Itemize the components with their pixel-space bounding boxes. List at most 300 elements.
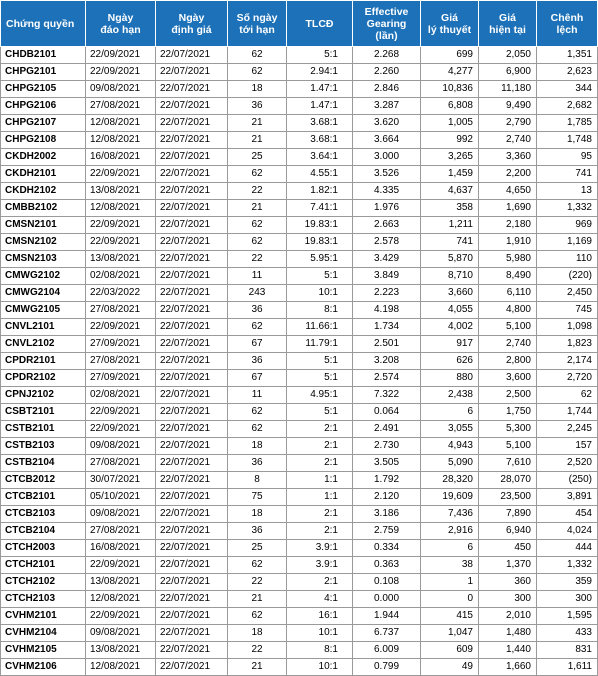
table-row bbox=[1, 523, 598, 540]
cell-theoretical-price: 6,808 bbox=[421, 98, 479, 115]
table-row bbox=[1, 319, 598, 336]
cell-difference: 1,744 bbox=[537, 404, 598, 421]
cell-valuation-date: 22/07/2021 bbox=[156, 421, 228, 438]
cell-days-to-maturity: 36 bbox=[228, 523, 287, 540]
cell-days-to-maturity: 21 bbox=[228, 200, 287, 217]
cell-difference: 433 bbox=[537, 625, 598, 642]
table-row bbox=[1, 404, 598, 421]
cell-conversion-ratio: 2:1 bbox=[287, 438, 353, 455]
cell-difference: 831 bbox=[537, 642, 598, 659]
cell-maturity-date: 16/08/2021 bbox=[86, 149, 156, 166]
cell-conversion-ratio: 8:1 bbox=[287, 642, 353, 659]
cell-valuation-date: 22/07/2021 bbox=[156, 404, 228, 421]
cell-theoretical-price: 5,870 bbox=[421, 251, 479, 268]
cell-valuation-date: 22/07/2021 bbox=[156, 285, 228, 302]
cell-maturity-date: 09/08/2021 bbox=[86, 81, 156, 98]
cell-theoretical-price: 3,265 bbox=[421, 149, 479, 166]
cell-warrant-code: CVHM2104 bbox=[1, 625, 86, 642]
cell-current-price: 1,910 bbox=[479, 234, 537, 251]
cell-theoretical-price: 4,055 bbox=[421, 302, 479, 319]
cell-conversion-ratio: 3.9:1 bbox=[287, 540, 353, 557]
cell-warrant-code: CPNJ2102 bbox=[1, 387, 86, 404]
cell-conversion-ratio: 5:1 bbox=[287, 353, 353, 370]
cell-difference: 1,823 bbox=[537, 336, 598, 353]
cell-valuation-date: 22/07/2021 bbox=[156, 642, 228, 659]
cell-effective-gearing: 2.501 bbox=[353, 336, 421, 353]
table-row bbox=[1, 285, 598, 302]
cell-valuation-date: 22/07/2021 bbox=[156, 591, 228, 608]
cell-maturity-date: 27/08/2021 bbox=[86, 302, 156, 319]
cell-warrant-code: CKDH2002 bbox=[1, 149, 86, 166]
cell-maturity-date: 22/03/2022 bbox=[86, 285, 156, 302]
cell-days-to-maturity: 62 bbox=[228, 319, 287, 336]
cell-theoretical-price: 28,320 bbox=[421, 472, 479, 489]
cell-theoretical-price: 3,055 bbox=[421, 421, 479, 438]
cell-difference: 2,682 bbox=[537, 98, 598, 115]
cell-conversion-ratio: 16:1 bbox=[287, 608, 353, 625]
cell-maturity-date: 27/09/2021 bbox=[86, 370, 156, 387]
cell-theoretical-price: 2,438 bbox=[421, 387, 479, 404]
cell-difference: 1,332 bbox=[537, 200, 598, 217]
cell-days-to-maturity: 62 bbox=[228, 234, 287, 251]
cell-valuation-date: 22/07/2021 bbox=[156, 540, 228, 557]
cell-days-to-maturity: 243 bbox=[228, 285, 287, 302]
table-row bbox=[1, 64, 598, 81]
cell-effective-gearing: 3.000 bbox=[353, 149, 421, 166]
cell-warrant-code: CMSN2103 bbox=[1, 251, 86, 268]
cell-difference: 157 bbox=[537, 438, 598, 455]
cell-warrant-code: CTCH2003 bbox=[1, 540, 86, 557]
cell-theoretical-price: 741 bbox=[421, 234, 479, 251]
cell-conversion-ratio: 2.94:1 bbox=[287, 64, 353, 81]
cell-maturity-date: 22/09/2021 bbox=[86, 557, 156, 574]
table-row bbox=[1, 540, 598, 557]
cell-warrant-code: CTCB2101 bbox=[1, 489, 86, 506]
cell-difference: 13 bbox=[537, 183, 598, 200]
cell-valuation-date: 22/07/2021 bbox=[156, 98, 228, 115]
cell-conversion-ratio: 3.68:1 bbox=[287, 132, 353, 149]
table-row bbox=[1, 642, 598, 659]
cell-difference: 3,891 bbox=[537, 489, 598, 506]
cell-current-price: 28,070 bbox=[479, 472, 537, 489]
cell-conversion-ratio: 4.95:1 bbox=[287, 387, 353, 404]
cell-difference: (250) bbox=[537, 472, 598, 489]
cell-days-to-maturity: 36 bbox=[228, 302, 287, 319]
cell-difference: 1,332 bbox=[537, 557, 598, 574]
cell-theoretical-price: 415 bbox=[421, 608, 479, 625]
cell-days-to-maturity: 62 bbox=[228, 557, 287, 574]
cell-current-price: 4,800 bbox=[479, 302, 537, 319]
table-row bbox=[1, 557, 598, 574]
cell-maturity-date: 22/09/2021 bbox=[86, 166, 156, 183]
cell-valuation-date: 22/07/2021 bbox=[156, 81, 228, 98]
cell-maturity-date: 22/09/2021 bbox=[86, 47, 156, 64]
cell-effective-gearing: 0.799 bbox=[353, 659, 421, 676]
cell-theoretical-price: 1 bbox=[421, 574, 479, 591]
cell-days-to-maturity: 22 bbox=[228, 183, 287, 200]
cell-warrant-code: CHPG2106 bbox=[1, 98, 86, 115]
table-row bbox=[1, 591, 598, 608]
cell-valuation-date: 22/07/2021 bbox=[156, 183, 228, 200]
cell-conversion-ratio: 1:1 bbox=[287, 472, 353, 489]
cell-conversion-ratio: 4:1 bbox=[287, 591, 353, 608]
cell-theoretical-price: 1,459 bbox=[421, 166, 479, 183]
cell-effective-gearing: 0.064 bbox=[353, 404, 421, 421]
cell-warrant-code: CTCH2101 bbox=[1, 557, 86, 574]
cell-effective-gearing: 2.491 bbox=[353, 421, 421, 438]
cell-current-price: 7,890 bbox=[479, 506, 537, 523]
cell-theoretical-price: 10,836 bbox=[421, 81, 479, 98]
cell-theoretical-price: 1,005 bbox=[421, 115, 479, 132]
cell-warrant-code: CTCH2103 bbox=[1, 591, 86, 608]
cell-effective-gearing: 3.186 bbox=[353, 506, 421, 523]
cell-difference: 2,174 bbox=[537, 353, 598, 370]
cell-theoretical-price: 4,002 bbox=[421, 319, 479, 336]
cell-conversion-ratio: 11.79:1 bbox=[287, 336, 353, 353]
cell-current-price: 4,650 bbox=[479, 183, 537, 200]
cell-effective-gearing: 6.009 bbox=[353, 642, 421, 659]
cell-warrant-code: CTCB2104 bbox=[1, 523, 86, 540]
cell-current-price: 2,200 bbox=[479, 166, 537, 183]
cell-maturity-date: 13/08/2021 bbox=[86, 574, 156, 591]
cell-warrant-code: CVHM2101 bbox=[1, 608, 86, 625]
cell-warrant-code: CMBB2102 bbox=[1, 200, 86, 217]
cell-days-to-maturity: 18 bbox=[228, 625, 287, 642]
cell-current-price: 9,490 bbox=[479, 98, 537, 115]
cell-maturity-date: 16/08/2021 bbox=[86, 540, 156, 557]
cell-current-price: 6,110 bbox=[479, 285, 537, 302]
cell-conversion-ratio: 4.55:1 bbox=[287, 166, 353, 183]
cell-theoretical-price: 880 bbox=[421, 370, 479, 387]
cell-difference: 1,098 bbox=[537, 319, 598, 336]
cell-effective-gearing: 3.664 bbox=[353, 132, 421, 149]
cell-days-to-maturity: 11 bbox=[228, 268, 287, 285]
table-row bbox=[1, 387, 598, 404]
cell-effective-gearing: 2.260 bbox=[353, 64, 421, 81]
table-row bbox=[1, 353, 598, 370]
cell-days-to-maturity: 18 bbox=[228, 506, 287, 523]
cell-conversion-ratio: 10:1 bbox=[287, 659, 353, 676]
table-row bbox=[1, 370, 598, 387]
table-row bbox=[1, 268, 598, 285]
cell-difference: 95 bbox=[537, 149, 598, 166]
cell-current-price: 5,100 bbox=[479, 319, 537, 336]
cell-current-price: 1,370 bbox=[479, 557, 537, 574]
cell-maturity-date: 09/08/2021 bbox=[86, 625, 156, 642]
cell-effective-gearing: 3.287 bbox=[353, 98, 421, 115]
cell-current-price: 6,940 bbox=[479, 523, 537, 540]
cell-effective-gearing: 4.335 bbox=[353, 183, 421, 200]
cell-maturity-date: 22/09/2021 bbox=[86, 217, 156, 234]
cell-days-to-maturity: 22 bbox=[228, 642, 287, 659]
cell-warrant-code: CTCB2012 bbox=[1, 472, 86, 489]
cell-maturity-date: 27/08/2021 bbox=[86, 455, 156, 472]
cell-warrant-code: CVHM2106 bbox=[1, 659, 86, 676]
cell-theoretical-price: 1,211 bbox=[421, 217, 479, 234]
cell-maturity-date: 05/10/2021 bbox=[86, 489, 156, 506]
table-row bbox=[1, 659, 598, 676]
cell-maturity-date: 12/08/2021 bbox=[86, 115, 156, 132]
cell-difference: 745 bbox=[537, 302, 598, 319]
cell-days-to-maturity: 62 bbox=[228, 404, 287, 421]
cell-maturity-date: 09/08/2021 bbox=[86, 506, 156, 523]
cell-maturity-date: 13/08/2021 bbox=[86, 642, 156, 659]
cell-current-price: 1,690 bbox=[479, 200, 537, 217]
cell-current-price: 3,360 bbox=[479, 149, 537, 166]
cell-days-to-maturity: 8 bbox=[228, 472, 287, 489]
header-maturity-date: Ngày đáo hạn bbox=[86, 1, 156, 47]
cell-maturity-date: 12/08/2021 bbox=[86, 200, 156, 217]
cell-warrant-code: CPDR2102 bbox=[1, 370, 86, 387]
cell-theoretical-price: 6 bbox=[421, 404, 479, 421]
cell-difference: 344 bbox=[537, 81, 598, 98]
cell-conversion-ratio: 1.82:1 bbox=[287, 183, 353, 200]
cell-theoretical-price: 7,436 bbox=[421, 506, 479, 523]
cell-current-price: 1,660 bbox=[479, 659, 537, 676]
cell-conversion-ratio: 5:1 bbox=[287, 47, 353, 64]
cell-current-price: 6,900 bbox=[479, 64, 537, 81]
cell-days-to-maturity: 36 bbox=[228, 98, 287, 115]
cell-conversion-ratio: 5:1 bbox=[287, 370, 353, 387]
cell-days-to-maturity: 62 bbox=[228, 47, 287, 64]
cell-conversion-ratio: 2:1 bbox=[287, 421, 353, 438]
cell-valuation-date: 22/07/2021 bbox=[156, 200, 228, 217]
cell-valuation-date: 22/07/2021 bbox=[156, 47, 228, 64]
table-row bbox=[1, 421, 598, 438]
cell-effective-gearing: 3.505 bbox=[353, 455, 421, 472]
cell-difference: 2,245 bbox=[537, 421, 598, 438]
cell-days-to-maturity: 21 bbox=[228, 115, 287, 132]
cell-theoretical-price: 609 bbox=[421, 642, 479, 659]
cell-maturity-date: 22/09/2021 bbox=[86, 234, 156, 251]
table-row bbox=[1, 489, 598, 506]
cell-maturity-date: 13/08/2021 bbox=[86, 251, 156, 268]
cell-current-price: 1,480 bbox=[479, 625, 537, 642]
cell-conversion-ratio: 1.47:1 bbox=[287, 98, 353, 115]
cell-current-price: 1,750 bbox=[479, 404, 537, 421]
cell-warrant-code: CHPG2105 bbox=[1, 81, 86, 98]
cell-valuation-date: 22/07/2021 bbox=[156, 217, 228, 234]
cell-effective-gearing: 1.734 bbox=[353, 319, 421, 336]
cell-theoretical-price: 0 bbox=[421, 591, 479, 608]
cell-valuation-date: 22/07/2021 bbox=[156, 115, 228, 132]
cell-conversion-ratio: 3.9:1 bbox=[287, 557, 353, 574]
cell-difference: (220) bbox=[537, 268, 598, 285]
cell-difference: 444 bbox=[537, 540, 598, 557]
cell-theoretical-price: 626 bbox=[421, 353, 479, 370]
cell-valuation-date: 22/07/2021 bbox=[156, 336, 228, 353]
cell-conversion-ratio: 10:1 bbox=[287, 285, 353, 302]
cell-current-price: 2,500 bbox=[479, 387, 537, 404]
cell-effective-gearing: 1.792 bbox=[353, 472, 421, 489]
cell-valuation-date: 22/07/2021 bbox=[156, 455, 228, 472]
cell-current-price: 2,800 bbox=[479, 353, 537, 370]
table-row bbox=[1, 81, 598, 98]
cell-days-to-maturity: 21 bbox=[228, 659, 287, 676]
table-row bbox=[1, 200, 598, 217]
cell-effective-gearing: 2.578 bbox=[353, 234, 421, 251]
cell-days-to-maturity: 67 bbox=[228, 370, 287, 387]
cell-valuation-date: 22/07/2021 bbox=[156, 387, 228, 404]
cell-maturity-date: 12/08/2021 bbox=[86, 659, 156, 676]
cell-theoretical-price: 1,047 bbox=[421, 625, 479, 642]
table-row bbox=[1, 217, 598, 234]
cell-difference: 1,595 bbox=[537, 608, 598, 625]
cell-days-to-maturity: 67 bbox=[228, 336, 287, 353]
cell-current-price: 450 bbox=[479, 540, 537, 557]
cell-difference: 2,520 bbox=[537, 455, 598, 472]
cell-effective-gearing: 2.574 bbox=[353, 370, 421, 387]
cell-current-price: 5,100 bbox=[479, 438, 537, 455]
cell-theoretical-price: 5,090 bbox=[421, 455, 479, 472]
cell-maturity-date: 13/08/2021 bbox=[86, 183, 156, 200]
cell-warrant-code: CHPG2107 bbox=[1, 115, 86, 132]
cell-current-price: 360 bbox=[479, 574, 537, 591]
cell-theoretical-price: 4,277 bbox=[421, 64, 479, 81]
cell-days-to-maturity: 62 bbox=[228, 217, 287, 234]
cell-valuation-date: 22/07/2021 bbox=[156, 166, 228, 183]
cell-days-to-maturity: 18 bbox=[228, 438, 287, 455]
cell-theoretical-price: 8,710 bbox=[421, 268, 479, 285]
table-row bbox=[1, 455, 598, 472]
cell-difference: 2,720 bbox=[537, 370, 598, 387]
header-days-to-maturity: Số ngày tới hạn bbox=[228, 1, 287, 47]
cell-maturity-date: 12/08/2021 bbox=[86, 591, 156, 608]
cell-conversion-ratio: 5.95:1 bbox=[287, 251, 353, 268]
cell-current-price: 11,180 bbox=[479, 81, 537, 98]
cell-maturity-date: 22/09/2021 bbox=[86, 64, 156, 81]
table-body bbox=[1, 47, 598, 676]
cell-days-to-maturity: 62 bbox=[228, 421, 287, 438]
cell-valuation-date: 22/07/2021 bbox=[156, 132, 228, 149]
cell-maturity-date: 02/08/2021 bbox=[86, 387, 156, 404]
cell-current-price: 2,050 bbox=[479, 47, 537, 64]
table-row bbox=[1, 336, 598, 353]
cell-effective-gearing: 7.322 bbox=[353, 387, 421, 404]
cell-warrant-code: CSTB2101 bbox=[1, 421, 86, 438]
cell-current-price: 2,790 bbox=[479, 115, 537, 132]
cell-current-price: 2,740 bbox=[479, 132, 537, 149]
cell-days-to-maturity: 22 bbox=[228, 574, 287, 591]
header-valuation-date: Ngày định giá bbox=[156, 1, 228, 47]
header-difference: Chênh lệch bbox=[537, 1, 598, 47]
cell-warrant-code: CVHM2105 bbox=[1, 642, 86, 659]
cell-maturity-date: 22/09/2021 bbox=[86, 319, 156, 336]
cell-current-price: 1,440 bbox=[479, 642, 537, 659]
cell-valuation-date: 22/07/2021 bbox=[156, 251, 228, 268]
cell-conversion-ratio: 7.41:1 bbox=[287, 200, 353, 217]
cell-conversion-ratio: 8:1 bbox=[287, 302, 353, 319]
cell-current-price: 2,180 bbox=[479, 217, 537, 234]
cell-conversion-ratio: 2:1 bbox=[287, 455, 353, 472]
cell-days-to-maturity: 36 bbox=[228, 353, 287, 370]
table-header bbox=[1, 1, 598, 47]
cell-warrant-code: CMSN2101 bbox=[1, 217, 86, 234]
cell-conversion-ratio: 2:1 bbox=[287, 574, 353, 591]
table-row bbox=[1, 574, 598, 591]
cell-warrant-code: CMWG2104 bbox=[1, 285, 86, 302]
cell-maturity-date: 02/08/2021 bbox=[86, 268, 156, 285]
cell-maturity-date: 09/08/2021 bbox=[86, 438, 156, 455]
cell-effective-gearing: 3.849 bbox=[353, 268, 421, 285]
cell-current-price: 8,490 bbox=[479, 268, 537, 285]
cell-current-price: 300 bbox=[479, 591, 537, 608]
cell-warrant-code: CTCH2102 bbox=[1, 574, 86, 591]
cell-warrant-code: CSTB2103 bbox=[1, 438, 86, 455]
cell-theoretical-price: 38 bbox=[421, 557, 479, 574]
cell-days-to-maturity: 62 bbox=[228, 166, 287, 183]
cell-maturity-date: 27/09/2021 bbox=[86, 336, 156, 353]
table-row bbox=[1, 302, 598, 319]
table-row bbox=[1, 472, 598, 489]
table-row bbox=[1, 608, 598, 625]
cell-effective-gearing: 3.208 bbox=[353, 353, 421, 370]
cell-warrant-code: CSBT2101 bbox=[1, 404, 86, 421]
cell-valuation-date: 22/07/2021 bbox=[156, 302, 228, 319]
cell-valuation-date: 22/07/2021 bbox=[156, 268, 228, 285]
cell-conversion-ratio: 10:1 bbox=[287, 625, 353, 642]
cell-valuation-date: 22/07/2021 bbox=[156, 319, 228, 336]
cell-effective-gearing: 0.363 bbox=[353, 557, 421, 574]
cell-valuation-date: 22/07/2021 bbox=[156, 608, 228, 625]
header-effective-gearing: Effective Gearing (lần) bbox=[353, 1, 421, 47]
cell-maturity-date: 22/09/2021 bbox=[86, 608, 156, 625]
table-row bbox=[1, 166, 598, 183]
cell-maturity-date: 27/08/2021 bbox=[86, 523, 156, 540]
cell-difference: 1,748 bbox=[537, 132, 598, 149]
cell-valuation-date: 22/07/2021 bbox=[156, 574, 228, 591]
cell-conversion-ratio: 11.66:1 bbox=[287, 319, 353, 336]
cell-theoretical-price: 917 bbox=[421, 336, 479, 353]
cell-theoretical-price: 2,916 bbox=[421, 523, 479, 540]
cell-days-to-maturity: 75 bbox=[228, 489, 287, 506]
cell-days-to-maturity: 62 bbox=[228, 608, 287, 625]
cell-effective-gearing: 0.108 bbox=[353, 574, 421, 591]
cell-current-price: 23,500 bbox=[479, 489, 537, 506]
cell-difference: 110 bbox=[537, 251, 598, 268]
cell-days-to-maturity: 25 bbox=[228, 149, 287, 166]
cell-valuation-date: 22/07/2021 bbox=[156, 472, 228, 489]
cell-days-to-maturity: 62 bbox=[228, 64, 287, 81]
cell-difference: 741 bbox=[537, 166, 598, 183]
table-row bbox=[1, 234, 598, 251]
cell-difference: 4,024 bbox=[537, 523, 598, 540]
cell-effective-gearing: 2.120 bbox=[353, 489, 421, 506]
cell-conversion-ratio: 2:1 bbox=[287, 506, 353, 523]
cell-days-to-maturity: 21 bbox=[228, 591, 287, 608]
cell-effective-gearing: 2.223 bbox=[353, 285, 421, 302]
table-row bbox=[1, 115, 598, 132]
cell-effective-gearing: 1.944 bbox=[353, 608, 421, 625]
cell-warrant-code: CPDR2101 bbox=[1, 353, 86, 370]
cell-warrant-code: CMSN2102 bbox=[1, 234, 86, 251]
cell-warrant-code: CKDH2101 bbox=[1, 166, 86, 183]
cell-warrant-code: CHDB2101 bbox=[1, 47, 86, 64]
cell-current-price: 5,980 bbox=[479, 251, 537, 268]
cell-theoretical-price: 3,660 bbox=[421, 285, 479, 302]
table-row bbox=[1, 438, 598, 455]
cell-current-price: 5,300 bbox=[479, 421, 537, 438]
cell-warrant-code: CNVL2101 bbox=[1, 319, 86, 336]
header-warrant-code: Chứng quyền bbox=[1, 1, 86, 47]
cell-effective-gearing: 2.759 bbox=[353, 523, 421, 540]
table-row bbox=[1, 98, 598, 115]
cell-maturity-date: 27/08/2021 bbox=[86, 353, 156, 370]
cell-theoretical-price: 49 bbox=[421, 659, 479, 676]
table-row bbox=[1, 183, 598, 200]
cell-effective-gearing: 3.526 bbox=[353, 166, 421, 183]
cell-warrant-code: CHPG2108 bbox=[1, 132, 86, 149]
